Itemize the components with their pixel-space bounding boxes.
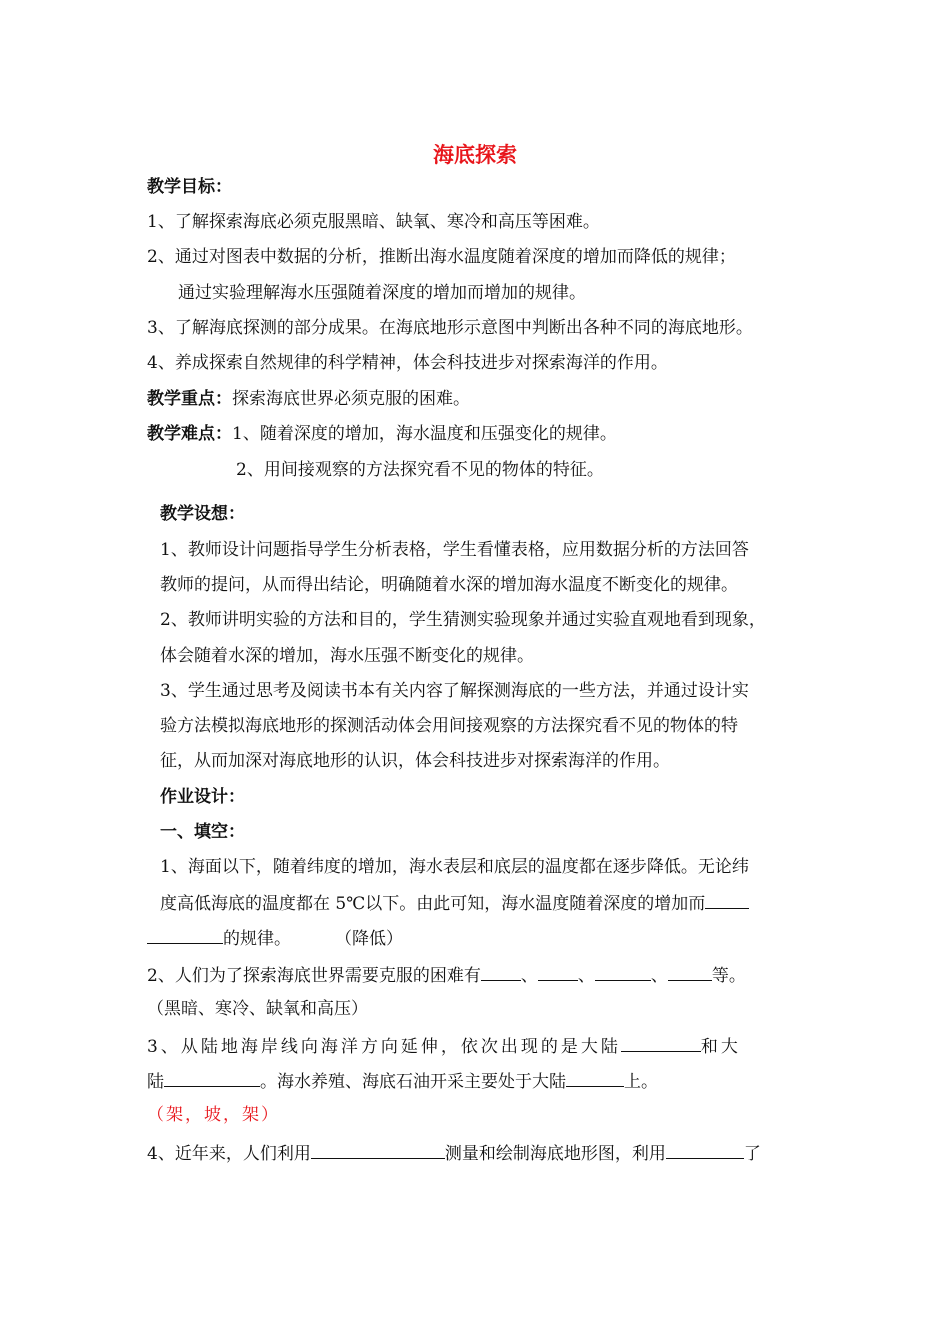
q2-blank[interactable] bbox=[538, 962, 578, 981]
q4-text: 4、近年来，人们利用 bbox=[147, 1144, 311, 1164]
q4-line bbox=[147, 1140, 761, 1166]
q3-text: 上。 bbox=[624, 1072, 658, 1092]
objective-item: 4、养成探索自然规律的科学精神，体会科技进步对探索海洋的作用。 bbox=[147, 353, 668, 373]
q4-blank[interactable] bbox=[666, 1140, 744, 1159]
q1-suffix: 的规律。 bbox=[223, 929, 291, 949]
q1-blank[interactable] bbox=[147, 925, 223, 944]
design-line: 教师的提问，从而得出结论，明确随着水深的增加海水温度不断变化的规律。 bbox=[160, 575, 738, 595]
q4-text: 了 bbox=[743, 1144, 761, 1164]
design-line: 1、教师设计问题指导学生分析表格，学生看懂表格，应用数据分析的方法回答 bbox=[160, 540, 749, 560]
difficulty-label: 教学难点： bbox=[147, 424, 232, 444]
q2-blank[interactable] bbox=[595, 962, 651, 981]
homework-heading: 作业设计： bbox=[160, 787, 245, 807]
q3-text-end: 和大 bbox=[700, 1037, 741, 1057]
difficulty bbox=[147, 422, 617, 446]
q3-blank[interactable] bbox=[621, 1033, 701, 1052]
objectives-heading: 教学目标： bbox=[147, 177, 232, 197]
q2-blank[interactable] bbox=[668, 962, 712, 981]
q1-answer: （降低） bbox=[335, 929, 403, 949]
q3-text: 。海水养殖、海底石油开采主要处于大陆 bbox=[260, 1072, 566, 1092]
design-line: 2、教师讲明实验的方法和目的，学生猜测实验现象并通过实验直观地看到现象， bbox=[160, 610, 766, 630]
q1-blank[interactable] bbox=[705, 890, 749, 909]
q3-line bbox=[147, 1068, 658, 1094]
q2-answer: （黑暗、寒冷、缺氧和高压） bbox=[147, 999, 368, 1019]
key-point-label: 教学重点： bbox=[147, 389, 232, 409]
q3-text: 3、从陆地海岸线向海洋方向延伸，依次出现的是大陆 bbox=[147, 1037, 621, 1057]
q2-end: 等。 bbox=[711, 966, 746, 986]
q1-line: 1、海面以下，随着纬度的增加，海水表层和底层的温度都在逐步降低。无论纬 bbox=[160, 857, 749, 877]
objective-item: 3、了解海底探测的部分成果。在海底地形示意图中判断出各种不同的海底地形。 bbox=[147, 318, 753, 338]
design-heading: 教学设想： bbox=[160, 504, 245, 524]
difficulty-item: 1、随着深度的增加，海水温度和压强变化的规律。 bbox=[232, 424, 617, 444]
q3-blank[interactable] bbox=[164, 1068, 260, 1087]
q2-blank[interactable] bbox=[481, 962, 521, 981]
objective-item: 2、通过对图表中数据的分析，推断出海水温度随着深度的增加而降低的规律； bbox=[147, 247, 736, 267]
q3-blank[interactable] bbox=[566, 1068, 624, 1087]
q1-line bbox=[160, 890, 749, 916]
objective-item: 通过实验理解海水压强随着深度的增加而增加的规律。 bbox=[178, 283, 586, 303]
difficulty-item: 2、用间接观察的方法探究看不见的物体的特征。 bbox=[236, 460, 604, 480]
q1-text: 度高低海底的温度都在 5℃以下。由此可知，海水温度随着深度的增加而 bbox=[160, 894, 706, 914]
design-line: 验方法模拟海底地形的探测活动体会用间接观察的方法探究看不见的物体的特 bbox=[160, 716, 738, 736]
design-line: 体会随着水深的增加，海水压强不断变化的规律。 bbox=[160, 646, 534, 666]
design-line: 3、学生通过思考及阅读书本有关内容了解探测海底的一些方法，并通过设计实 bbox=[160, 681, 749, 701]
key-point bbox=[147, 387, 470, 411]
q4-blank[interactable] bbox=[311, 1140, 445, 1159]
q1-line bbox=[147, 925, 403, 951]
q3-answer: （架，坡，架） bbox=[147, 1105, 280, 1125]
q2-text: 2、人们为了探索海底世界需要克服的困难有 bbox=[147, 966, 481, 986]
design-line: 征，从而加深对海底地形的认识，体会科技进步对探索海洋的作用。 bbox=[160, 751, 670, 771]
page-title: 海底探索 bbox=[433, 142, 517, 167]
q4-text: 测量和绘制海底地形图，利用 bbox=[444, 1144, 666, 1164]
q2-line bbox=[147, 962, 746, 988]
objective-item: 1、了解探索海底必须克服黑暗、缺氧、寒冷和高压等困难。 bbox=[147, 212, 600, 232]
q3-line bbox=[147, 1033, 741, 1059]
q3-text: 陆 bbox=[147, 1072, 164, 1092]
key-point-text: 探索海底世界必须克服的困难。 bbox=[232, 389, 470, 409]
section-heading: 一、填空： bbox=[160, 822, 245, 842]
q2-sep: 、 bbox=[650, 966, 668, 986]
q2-sep: 、 bbox=[520, 966, 538, 986]
q2-sep: 、 bbox=[577, 966, 595, 986]
